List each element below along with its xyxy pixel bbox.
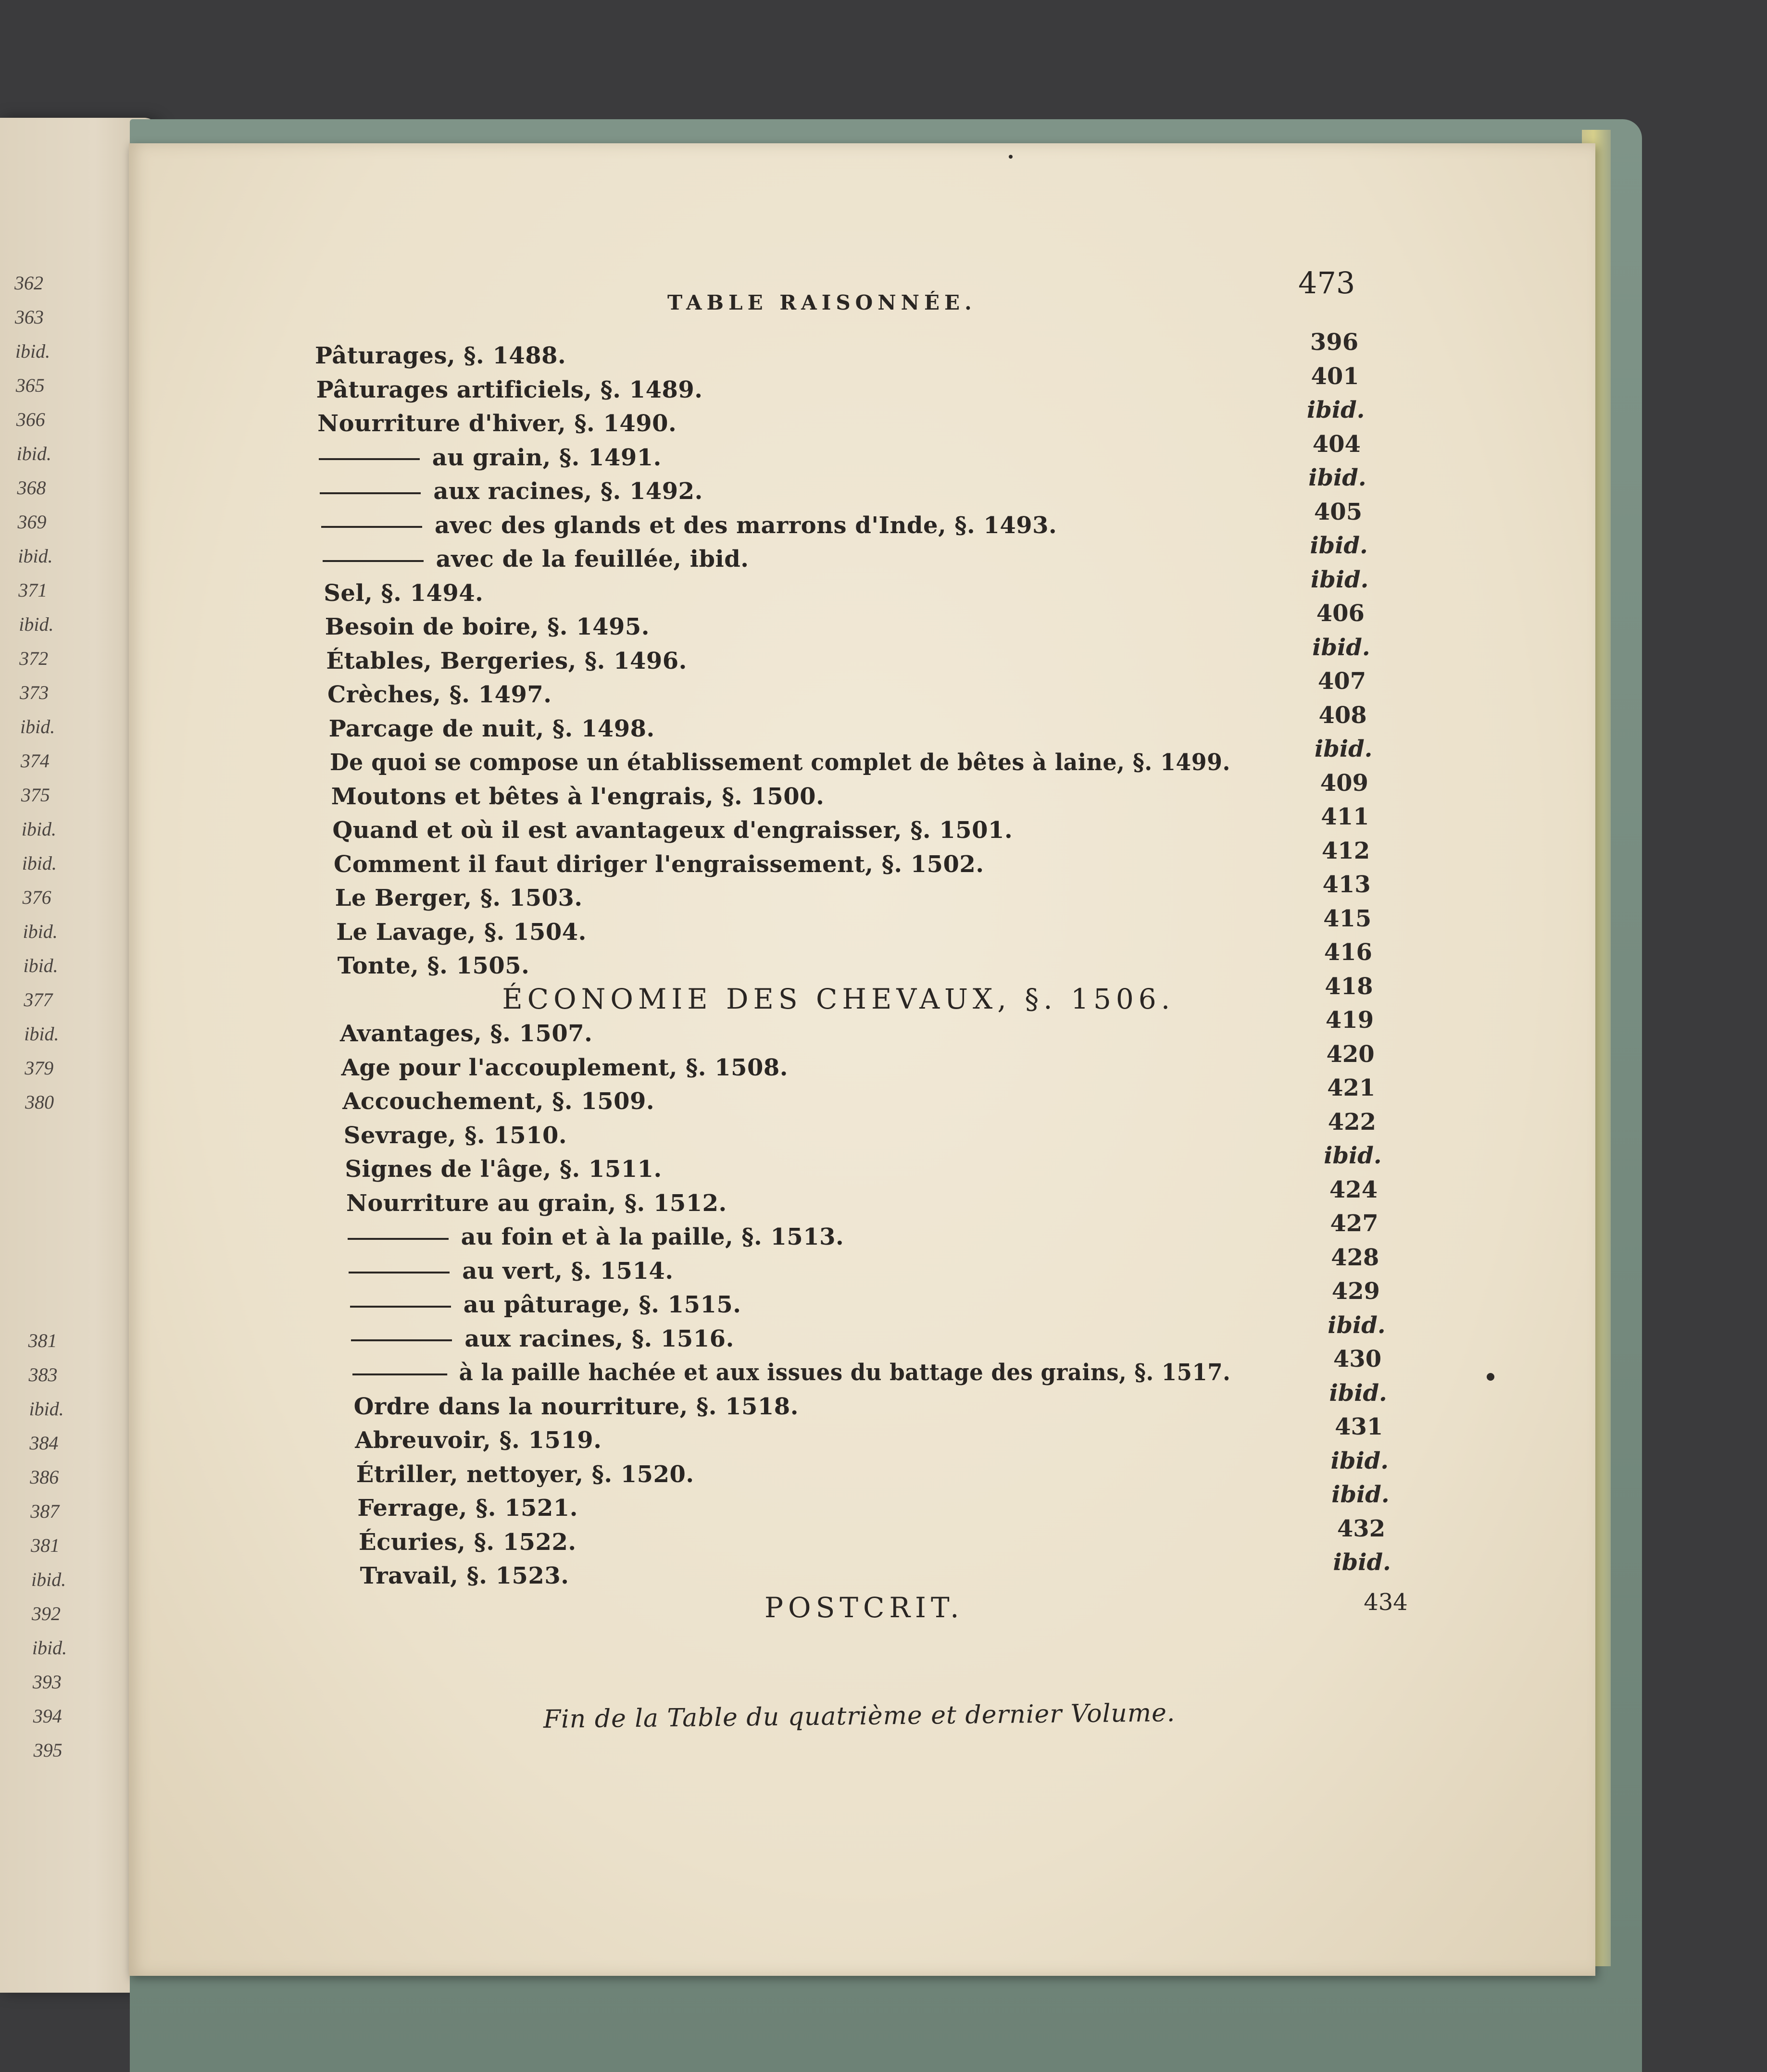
entry-page-number: ibid. — [1315, 736, 1373, 762]
left-page-number: ibid. — [23, 955, 58, 976]
entry-text: Pâturages, §. 1488. — [315, 342, 566, 369]
entry-text: au grain, §. 1491. — [432, 444, 662, 471]
entry-page-number: 405 — [1314, 498, 1363, 525]
entry-text: Crèches, §. 1497. — [327, 681, 552, 708]
left-page-number: ibid. — [29, 1398, 64, 1420]
table-entry — [319, 444, 662, 471]
table-entry — [330, 749, 1230, 776]
table-entry — [348, 1223, 844, 1250]
table-entry — [342, 1088, 654, 1115]
left-page-number: ibid. — [22, 852, 57, 874]
ditto-dash — [349, 1272, 450, 1273]
entry-page-number: 413 — [1322, 871, 1371, 898]
left-page-number: 375 — [21, 784, 50, 806]
entry-text: Pâturages artificiels, §. 1489. — [316, 376, 703, 403]
entry-text: Besoin de boire, §. 1495. — [325, 613, 650, 640]
table-entry — [359, 1529, 576, 1556]
entry-page-number: 427 — [1330, 1210, 1379, 1237]
left-page-number: ibid. — [19, 613, 54, 635]
left-page-number: 363 — [14, 306, 44, 328]
entry-page-number: ibid. — [1330, 1447, 1389, 1474]
entry-text: Nourriture au grain, §. 1512. — [346, 1189, 727, 1217]
entry-page-number: 418 — [1325, 973, 1373, 1000]
table-entry — [326, 648, 687, 674]
table-entry — [346, 1190, 727, 1217]
left-page-number: 387 — [30, 1500, 60, 1522]
ditto-dash — [323, 560, 424, 562]
table-entry — [316, 376, 703, 403]
entry-text: De quoi se compose un établissement complet de bêtes à laine, §. 1499. — [330, 749, 1231, 776]
entry-page-number: 422 — [1328, 1108, 1376, 1136]
left-page-number: ibid. — [16, 443, 51, 464]
entry-text: Écuries, §. 1522. — [359, 1528, 576, 1556]
entry-page-number: ibid. — [1324, 1142, 1382, 1169]
entry-text: Ordre dans la nourriture, §. 1518. — [353, 1393, 799, 1420]
table-entry — [356, 1461, 694, 1488]
entry-page-number: 409 — [1320, 769, 1368, 797]
table-entry — [317, 410, 677, 437]
entry-page-number: ibid. — [1331, 1481, 1390, 1508]
left-page-number: 384 — [29, 1432, 59, 1454]
left-page-number: 381 — [31, 1535, 60, 1556]
running-header: TABLE RAISONNÉE. — [667, 291, 977, 314]
table-entry — [357, 1495, 578, 1522]
entry-page-number: 416 — [1324, 939, 1372, 966]
entry-page-number: 424 — [1329, 1176, 1378, 1203]
left-page-number: 383 — [28, 1364, 58, 1385]
left-page-number: ibid. — [15, 340, 50, 362]
table-entry — [344, 1122, 567, 1149]
entry-text: Travail, §. 1523. — [360, 1562, 569, 1589]
entry-text: Sel, §. 1494. — [324, 579, 484, 607]
ditto-dash — [319, 458, 420, 460]
entry-page-number: 431 — [1335, 1413, 1383, 1440]
entry-page-number: ibid. — [1312, 634, 1370, 661]
entry-text: Quand et où il est avantageux d'engraisser, §. 1501. — [332, 817, 1013, 844]
table-entry — [324, 580, 483, 607]
table-entry — [349, 1258, 673, 1285]
entry-page-number: 429 — [1331, 1278, 1380, 1305]
entry-page-number: 420 — [1326, 1040, 1375, 1068]
entry-page-number: 415 — [1323, 905, 1372, 932]
left-page-number: 380 — [25, 1091, 54, 1113]
left-page-number: 365 — [15, 374, 45, 396]
left-page-number: ibid. — [32, 1637, 67, 1659]
table-entry — [327, 681, 551, 708]
entry-page-number: 428 — [1331, 1244, 1379, 1271]
closing-note: Fin de la Table du quatrième et dernier Volume. — [543, 1698, 1176, 1734]
left-page-number: 373 — [20, 682, 49, 703]
entry-text: Nourriture d'hiver, §. 1490. — [317, 410, 677, 437]
entry-text: Signes de l'âge, §. 1511. — [345, 1156, 662, 1183]
entry-text: Étables, Bergeries, §. 1496. — [326, 647, 687, 674]
postscript-page: 434 — [1364, 1589, 1408, 1616]
entry-text: au vert, §. 1514. — [462, 1257, 674, 1285]
entry-page-number: 406 — [1316, 600, 1365, 627]
left-page-number: 366 — [16, 409, 45, 430]
left-page-number: 374 — [20, 750, 50, 772]
entry-text: ÉCONOMIE DES CHEVAUX, §. 1506. — [502, 982, 1175, 1015]
table-entry — [323, 546, 749, 573]
table-entry — [334, 851, 984, 878]
left-page-number: ibid. — [21, 818, 56, 840]
table-entry — [350, 1291, 741, 1318]
table-entry — [315, 342, 566, 369]
entry-page-number: 421 — [1327, 1074, 1376, 1101]
entry-text: aux racines, §. 1492. — [433, 478, 703, 505]
entry-page-number: 408 — [1318, 701, 1367, 729]
table-entry — [355, 1427, 602, 1454]
left-page-number: 393 — [32, 1671, 62, 1693]
entry-page-number: 401 — [1311, 362, 1359, 390]
page-number: 473 — [1298, 265, 1355, 300]
left-page-number: 362 — [14, 272, 43, 294]
table-entry — [351, 1325, 734, 1352]
table-entry — [345, 1156, 662, 1183]
entry-text: Abreuvoir, §. 1519. — [355, 1427, 602, 1454]
left-page-number: 381 — [28, 1330, 57, 1351]
table-entry — [352, 1359, 1230, 1386]
left-page-number: 386 — [30, 1466, 59, 1488]
entry-text: au pâturage, §. 1515. — [463, 1291, 741, 1318]
ditto-dash — [352, 1373, 447, 1375]
table-entry — [341, 1054, 788, 1081]
ditto-dash — [350, 1306, 451, 1308]
table-entry — [335, 885, 583, 911]
entry-text: Accouchement, §. 1509. — [342, 1088, 655, 1115]
entry-page-number: 412 — [1321, 837, 1370, 864]
left-page-number: 369 — [17, 511, 47, 533]
entry-text: aux racines, §. 1516. — [464, 1325, 734, 1352]
left-page-number: 372 — [19, 648, 49, 669]
entry-page-number: ibid. — [1328, 1311, 1386, 1339]
entry-page-number: 404 — [1312, 430, 1361, 458]
table-entry — [325, 613, 650, 640]
entry-page-number: 432 — [1337, 1515, 1386, 1542]
table-entry — [336, 919, 587, 946]
entry-page-number: ibid. — [1310, 532, 1368, 559]
postscript-title: POSTCRIT. — [764, 1591, 964, 1624]
left-page-number: ibid. — [20, 716, 55, 737]
left-page-number: ibid. — [18, 545, 53, 567]
paper-speck — [1487, 1373, 1494, 1381]
entry-text: Sevrage, §. 1510. — [343, 1122, 567, 1149]
ditto-dash — [320, 492, 421, 494]
table-entry — [329, 715, 655, 742]
entry-page-number: ibid. — [1333, 1549, 1391, 1576]
paper-speck — [1009, 155, 1013, 159]
ditto-dash — [321, 526, 422, 528]
left-page-number: ibid. — [31, 1569, 66, 1590]
entry-text: Ferrage, §. 1521. — [357, 1495, 578, 1522]
entry-text: Tonte, §. 1505. — [337, 952, 530, 979]
entry-text: avec de la feuillée, ibid. — [436, 546, 749, 573]
left-page-number: 376 — [22, 886, 51, 908]
entry-text: Le Berger, §. 1503. — [335, 885, 583, 911]
entry-text: Le Lavage, §. 1504. — [336, 918, 587, 946]
left-page-number: 377 — [24, 989, 53, 1011]
entry-text: au foin et à la paille, §. 1513. — [461, 1223, 844, 1250]
left-page-number: 379 — [25, 1057, 54, 1079]
entry-page-number: 411 — [1321, 803, 1369, 830]
ditto-dash — [348, 1238, 449, 1240]
entry-text: Parcage de nuit, §. 1498. — [328, 715, 655, 742]
entry-text: Age pour l'accouplement, §. 1508. — [341, 1054, 789, 1081]
entry-page-number: ibid. — [1308, 464, 1366, 491]
section-heading — [502, 983, 1175, 1015]
left-page-number: 395 — [33, 1739, 63, 1761]
table-entry — [360, 1562, 569, 1589]
left-page-number: 392 — [31, 1603, 61, 1624]
entry-text: Comment il faut diriger l'engraissement, §. 1502. — [334, 850, 984, 878]
ditto-dash — [351, 1339, 452, 1341]
table-entry — [332, 817, 1013, 844]
left-page-number: 394 — [33, 1705, 62, 1727]
entry-text: avec des glands et des marrons d'Inde, §. 1493. — [435, 512, 1057, 539]
left-page-number: ibid. — [23, 921, 58, 942]
table-entry — [340, 1020, 592, 1047]
table-entry — [331, 783, 824, 810]
left-page-number: 368 — [17, 477, 46, 499]
entry-page-number: 407 — [1317, 668, 1366, 695]
entry-page-number: 419 — [1325, 1007, 1374, 1034]
entry-text: à la paille hachée et aux issues du battage des grains, §. 1517. — [459, 1359, 1231, 1386]
table-entry — [320, 478, 702, 505]
left-page-number: ibid. — [24, 1023, 59, 1045]
entry-text: Étriller, nettoyer, §. 1520. — [356, 1460, 694, 1488]
table-entry — [354, 1393, 799, 1420]
entry-text: Moutons et bêtes à l'engrais, §. 1500. — [331, 783, 825, 810]
entry-text: Avantages, §. 1507. — [340, 1020, 593, 1047]
table-entry — [321, 512, 1057, 539]
entry-page-number: ibid. — [1307, 397, 1365, 424]
entry-page-number: 396 — [1310, 329, 1359, 356]
entry-page-number: 430 — [1333, 1346, 1382, 1373]
entry-page-number: ibid. — [1329, 1379, 1387, 1407]
entry-page-number: ibid. — [1311, 566, 1369, 593]
left-page-number: 371 — [18, 579, 48, 601]
table-entry — [338, 952, 530, 979]
